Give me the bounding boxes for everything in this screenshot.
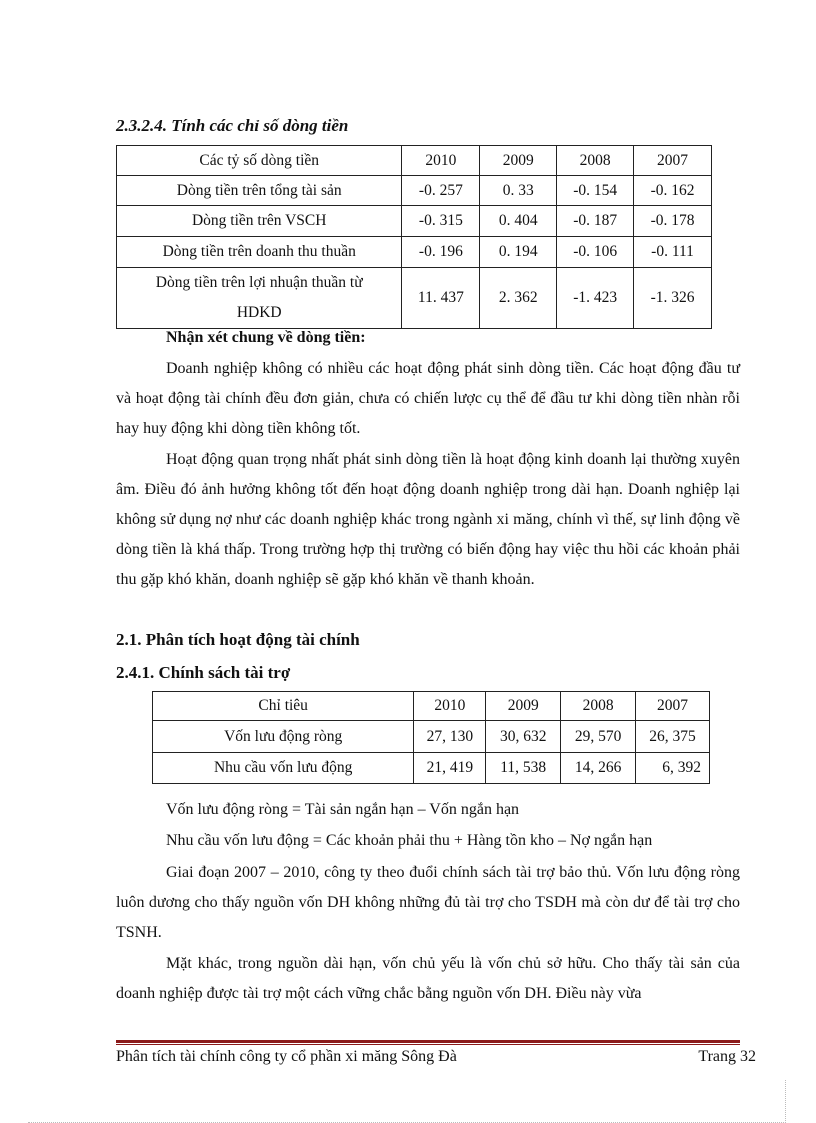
funding-policy-table (152, 691, 710, 784)
table-row (117, 176, 712, 206)
table-row (117, 206, 712, 237)
formula-working-capital-need: Nhu cầu vốn lưu động = Các khoản phải thu + Hàng tồn kho – Nợ ngắn hạn (166, 832, 653, 849)
footer-rule (116, 1040, 740, 1043)
table-cell: 0. 404 (480, 206, 557, 237)
table-cell: 0. 194 (480, 237, 557, 268)
cashflow-ratio-table (116, 145, 712, 329)
page-border-right (785, 1080, 786, 1123)
table-cell: -0. 111 (634, 237, 712, 268)
table-cell: 29, 570 (561, 721, 636, 753)
table-cell: -0. 315 (402, 206, 480, 237)
table-row (153, 753, 710, 784)
row-label: Dòng tiền trên lợi nhuận thuần từ HDKD (117, 268, 402, 329)
footer-rule-thin (116, 1044, 740, 1045)
row-label: Dòng tiền trên tổng tài sản (117, 176, 402, 206)
section-heading-cashflow: 2.3.2.4. Tính các chỉ số dòng tiền (116, 116, 349, 135)
paragraph: Doanh nghiệp không có nhiều các hoạt động phát sinh dòng tiền. Các hoạt động đầu tư và hoạt động tài chính đều đơn giản, chưa có chiến lược cụ thể để đầu tư khi dòng tiền nhàn rỗi hay huy động khi dòng tiền không tốt. (116, 360, 740, 437)
table-cell: 21, 419 (414, 753, 486, 784)
cashflow-comment-body (116, 354, 740, 595)
table-cell: -0. 196 (402, 237, 480, 268)
table-header-row (153, 692, 710, 721)
row-label: Dòng tiền trên VSCH (117, 206, 402, 237)
table-cell: -0. 187 (557, 206, 634, 237)
table-cell: 14, 266 (561, 753, 636, 784)
table-cell: -0. 257 (402, 176, 480, 206)
table-header-cell: Chỉ tiêu (153, 692, 414, 721)
page-number: Trang 32 (698, 1048, 756, 1065)
row-label: Dòng tiền trên doanh thu thuần (117, 237, 402, 268)
funding-analysis-body (116, 858, 740, 1009)
table-cell: 6, 392 (636, 753, 710, 784)
table-header-cell: 2009 (486, 692, 561, 721)
table-cell: -0. 106 (557, 237, 634, 268)
table-row (117, 237, 712, 268)
table-cell: -1. 423 (557, 268, 634, 329)
table-header-row (117, 146, 712, 176)
table-header-cell: 2009 (480, 146, 557, 176)
table-header-cell: 2007 (636, 692, 710, 721)
row-label: Nhu cầu vốn lưu động (153, 753, 414, 784)
table-cell: 26, 375 (636, 721, 710, 753)
formula-net-working-capital: Vốn lưu động ròng = Tài sản ngắn hạn – Vốn ngắn hạn (166, 801, 520, 818)
table-header-cell: Các tỷ số dòng tiền (117, 146, 402, 176)
table-cell: -0. 178 (634, 206, 712, 237)
table-cell: -0. 162 (634, 176, 712, 206)
paragraph: Hoạt động quan trọng nhất phát sinh dòng tiền là hoạt động kinh doanh lại thường xuyên âm. Điều đó ảnh hưởng không tốt đến hoạt động doanh nghiệp trong dài hạn. Doanh nghiệp lại không sử dụng nợ như các doanh nghiệp khác trong ngành xi măng, chính vì thế, sự linh động về dòng tiền là khá thấp. Trong trường hợp thị trường có biến động hay việc thu hồi các khoản phải thu gặp khó khăn, doanh nghiệp sẽ gặp khó khăn về thanh khoản. (116, 451, 740, 588)
table-cell: 11, 538 (486, 753, 561, 784)
row-label: Vốn lưu động ròng (153, 721, 414, 753)
paragraph: Mặt khác, trong nguồn dài hạn, vốn chủ yếu là vốn chủ sở hữu. Cho thấy tài sản của doanh nghiệp được tài trợ một cách vững chắc bằng nguồn vốn DH. Điều này vừa (116, 955, 740, 1002)
section-heading-finance: 2.1. Phân tích hoạt động tài chính (116, 630, 360, 649)
comment-title: Nhận xét chung về dòng tiền: (166, 329, 366, 346)
footer-title: Phân tích tài chính công ty cổ phần xi măng Sông Đà (116, 1048, 457, 1065)
table-row (117, 268, 712, 329)
table-header-cell: 2008 (561, 692, 636, 721)
subsection-heading-funding-policy: 2.4.1. Chính sách tài trợ (116, 663, 291, 682)
table-header-cell: 2010 (402, 146, 480, 176)
table-row (153, 721, 710, 753)
table-header-cell: 2007 (634, 146, 712, 176)
table-cell: 30, 632 (486, 721, 561, 753)
paragraph: Giai đoạn 2007 – 2010, công ty theo đuổi chính sách tài trợ bảo thủ. Vốn lưu động ròng luôn dương cho thấy nguồn vốn DH không những đủ tài trợ cho TSDH mà còn dư để tài trợ cho TSNH. (116, 864, 740, 941)
table-cell: -0. 154 (557, 176, 634, 206)
table-header-cell: 2010 (414, 692, 486, 721)
table-header-cell: 2008 (557, 146, 634, 176)
table-cell: 27, 130 (414, 721, 486, 753)
table-cell: -1. 326 (634, 268, 712, 329)
table-cell: 11. 437 (402, 268, 480, 329)
table-cell: 2. 362 (480, 268, 557, 329)
table-cell: 0. 33 (480, 176, 557, 206)
